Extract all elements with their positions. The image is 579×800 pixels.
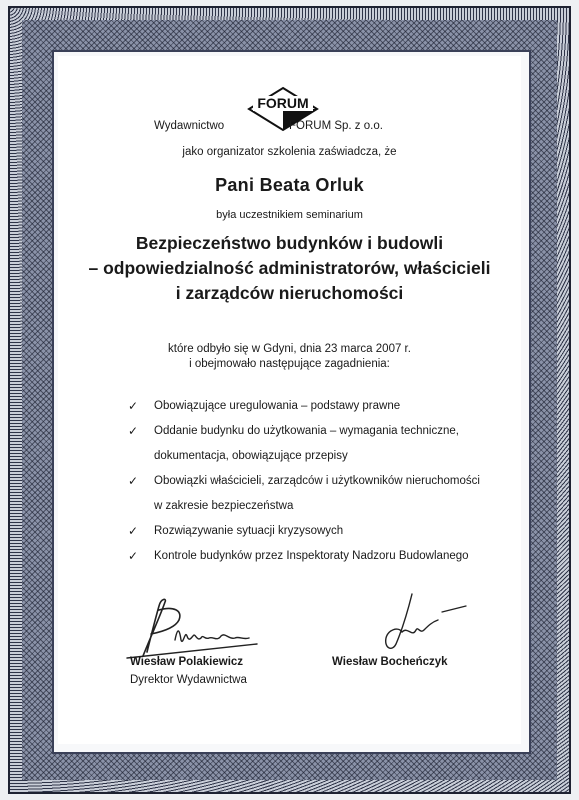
check-icon: ✓: [128, 399, 139, 413]
seminar-title-line: i zarządców nieruchomości: [175, 283, 404, 303]
topic-text: Oddanie budynku do użytkowania – wymagania techniczne,: [154, 425, 459, 437]
topics-intro: i obejmowało następujące zagadnienia:: [189, 358, 390, 370]
topic-item: [128, 519, 508, 544]
signature-right: [358, 586, 468, 656]
topic-item: [128, 544, 508, 569]
certificate-content: [58, 56, 521, 744]
publisher-company: FORUM Sp. z o.o.: [289, 120, 383, 132]
check-icon: ✓: [128, 424, 139, 438]
participant-text: była uczestnikiem seminarium: [216, 209, 363, 221]
publisher-label: Wydawnictwo: [154, 120, 225, 132]
topic-item: [128, 419, 508, 469]
seminar-date-line: które odbyło się w Gdyni, dnia 23 marca 2007 r.: [168, 343, 411, 355]
intro-text: jako organizator szkolenia zaświadcza, że: [182, 146, 397, 158]
topic-text: w zakresie bezpieczeństwa: [154, 500, 294, 512]
check-icon: ✓: [128, 549, 139, 563]
seminar-title-line: Bezpieczeństwo budynków i budowli: [135, 233, 444, 253]
logo-text: FORUM: [257, 95, 309, 111]
topics-list: [128, 394, 508, 569]
signatory-left-name: Wiesław Polakiewicz: [130, 656, 244, 668]
seminar-title-line: – odpowiedzialność administratorów, właścicieli: [88, 258, 491, 278]
check-icon: ✓: [128, 474, 139, 488]
topic-text: Kontrole budynków przez Inspektoraty Nadzoru Budowlanego: [154, 550, 469, 562]
topic-text: Obowiązki właścicieli, zarządców i użytkowników nieruchomości: [154, 475, 480, 487]
recipient-name: Pani Beata Orluk: [215, 175, 364, 195]
signatory-left-role: Dyrektor Wydawnictwa: [130, 674, 247, 686]
signatory-right-name: Wiesław Bocheńczyk: [332, 656, 448, 668]
topic-text: Rozwiązywanie sytuacji kryzysowych: [154, 525, 344, 537]
topic-text: Obowiązujące uregulowania – podstawy prawne: [154, 400, 401, 412]
seminar-date: [58, 342, 521, 372]
topic-item: [128, 394, 508, 419]
topic-item: [128, 469, 508, 519]
seminar-title: [58, 231, 521, 306]
check-icon: ✓: [128, 524, 139, 538]
topic-text: dokumentacja, obowiązujące przepisy: [154, 450, 348, 462]
